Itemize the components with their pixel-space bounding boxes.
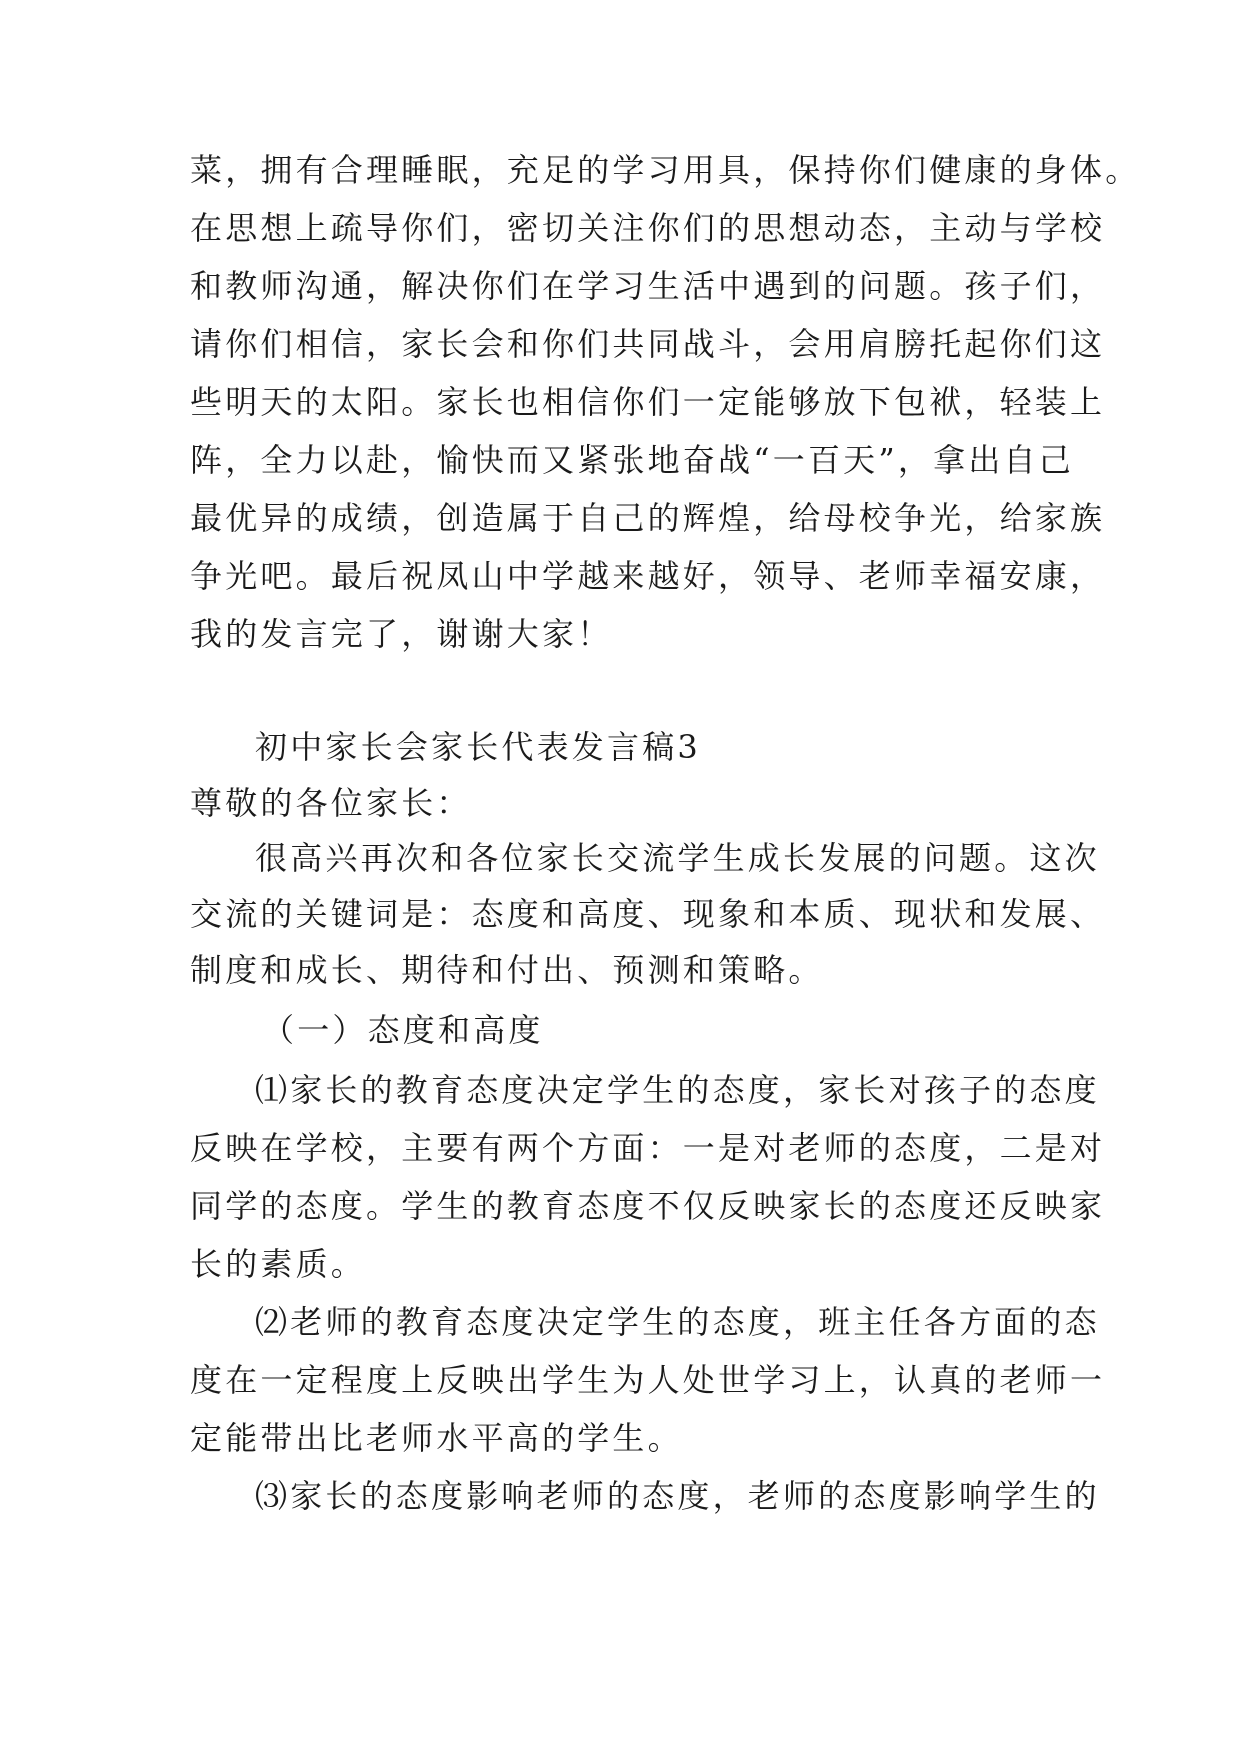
text-line: 同学的态度。学生的教育态度不仅反映家长的态度还反映家 bbox=[190, 1187, 1106, 1225]
text-line: 制度和成长、期待和付出、预测和策略。 bbox=[190, 951, 824, 989]
text-line: 在思想上疏导你们，密切关注你们的思想动态，主动与学校 bbox=[190, 209, 1106, 247]
salutation: 尊敬的各位家长： bbox=[190, 784, 472, 822]
text-line: 反映在学校，主要有两个方面：一是对老师的态度，二是对 bbox=[190, 1129, 1106, 1167]
text-line: 菜，拥有合理睡眠，充足的学习用具，保持你们健康的身体。 bbox=[190, 151, 1141, 189]
text-line: 和教师沟通，解决你们在学习生活中遇到的问题。孩子们， bbox=[190, 267, 1106, 305]
subheading: （一）态度和高度 bbox=[262, 1011, 544, 1049]
text-line: 最优异的成绩，创造属于自己的辉煌，给母校争光，给家族 bbox=[190, 499, 1106, 537]
text-line: 长的素质。 bbox=[190, 1245, 367, 1283]
text-line: 阵，全力以赴，愉快而又紧张地奋战“一百天”，拿出自己 bbox=[190, 441, 1074, 479]
text-line: 度在一定程度上反映出学生为人处世学习上，认真的老师一 bbox=[190, 1361, 1106, 1399]
text-line: ⑶家长的态度影响老师的态度，老师的态度影响学生的 bbox=[255, 1477, 1100, 1515]
text-line: 很高兴再次和各位家长交流学生成长发展的问题。这次 bbox=[255, 839, 1100, 877]
text-line: 请你们相信，家长会和你们共同战斗，会用肩膀托起你们这 bbox=[190, 325, 1106, 363]
text-line: ⑴家长的教育态度决定学生的态度，家长对孩子的态度 bbox=[255, 1071, 1100, 1109]
text-line: 我的发言完了，谢谢大家！ bbox=[190, 615, 613, 653]
text-line: 定能带出比老师水平高的学生。 bbox=[190, 1419, 683, 1457]
text-line: 些明天的太阳。家长也相信你们一定能够放下包袱，轻装上 bbox=[190, 383, 1106, 421]
text-line: ⑵老师的教育态度决定学生的态度，班主任各方面的态 bbox=[255, 1303, 1100, 1341]
text-line: 争光吧。最后祝凤山中学越来越好，领导、老师幸福安康， bbox=[190, 557, 1106, 595]
text-line: 交流的关键词是：态度和高度、现象和本质、现状和发展、 bbox=[190, 895, 1106, 933]
section-title: 初中家长会家长代表发言稿3 bbox=[255, 728, 701, 766]
